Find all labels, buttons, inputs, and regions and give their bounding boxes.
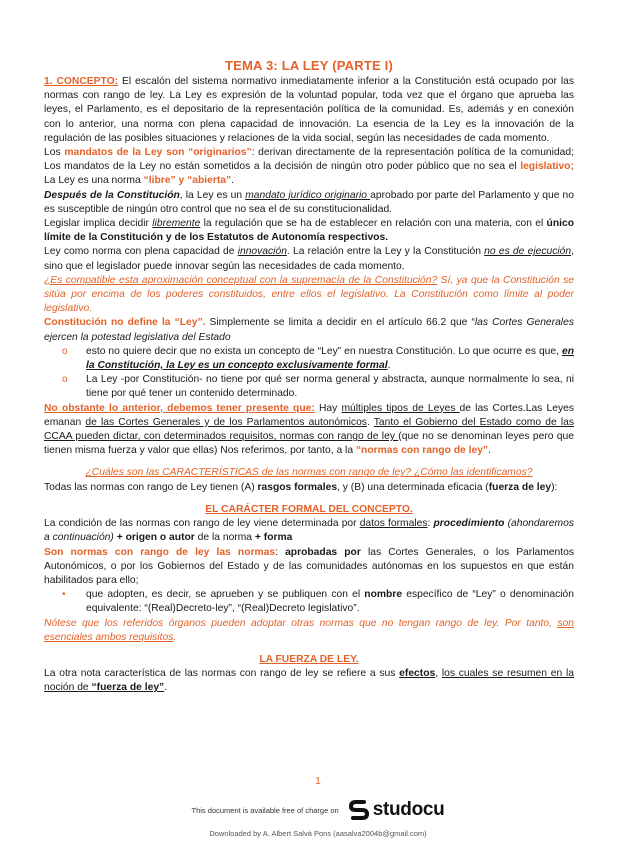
paragraph-concepto: 1. CONCEPTO: El escalón del sistema normativo inmediatamente inferior a la Constitución está ocupado por las normas con rango de ley. La Ley es expresión de la voluntad popular, toda vez que el órgano que aprueba las leyes, el Parlamento, es el depositario de la representación política de la comunidad. Es, además y en conexión con lo anterior, una norma con plena capacidad de innovación. La esencia de la Ley es la innovación de la regulación de las posibles situaciones y relaciones de la vida social, según las necesidades de cada momento. [44, 76, 574, 144]
circle-bullet-icon: o [62, 345, 68, 357]
studocu-brand: studocu [372, 799, 445, 820]
document-body [44, 58, 574, 696]
circle-bullet-icon: o [62, 374, 68, 386]
paragraph-legislar: Legislar implica decidir libremente la regulación que se ha de establecer en relación con una materia, con el único límite de la Constitución y de los Estatutos de Autonomía respectivos. [44, 218, 574, 244]
dot-bullet-icon: • [62, 589, 66, 601]
heading-fuerza-ley: LA FUERZA DE LEY. [259, 653, 359, 665]
studocu-logo-icon [349, 799, 369, 821]
heading-caracter-formal: EL CARÁCTER FORMAL DEL CONCEPTO. [205, 503, 413, 515]
paragraph-despues-constitucion: Después de la Constitución, la Ley es un mandato jurídico originario aprobado por parte del Parlamento y que no es susceptible de ningún otro control que no sea el de su constitucionalidad. [44, 189, 575, 215]
studocu-logo[interactable] [349, 799, 445, 821]
list-item: o La Ley -por Constitución- no tiene por qué ser norma general y abstracta, aunque normalmente lo sea, ni tiene por qué tener un contenido determinado. [62, 374, 574, 400]
question-heading: ¿Cuáles son las CARACTERÍSTICAS de las normas con rango de ley? ¿Cómo las identificamos? [85, 467, 533, 479]
paragraph-son-normas: Son normas con rango de ley las normas: aprobadas por las Cortes Generales, o los Parlamentos Autonómicos, o por los Gobiernos del Estado y de las comunidades autónomas en los supuestos en que están habilitados para ello; [44, 546, 574, 586]
bullet-list-1 [44, 345, 574, 402]
paragraph-fuerza: La otra nota característica de las normas con rango de ley se refiere a sus efectos, los cuales se resumen en la noción de “fuerza de ley”. [44, 668, 574, 694]
paragraph-notese: Nótese que los referidos órganos pueden adoptar otras normas que no tengan rango de ley. Por tanto, son esenciales ambos requisitos. [44, 617, 574, 643]
paragraph-todas-normas: Todas las normas con rango de Ley tienen (A) rasgos formales, y (B) una determinada eficacia (fuerza de ley): [44, 481, 558, 493]
availability-text: This document is available free of charge on [191, 805, 339, 815]
paragraph-no-obstante: No obstante lo anterior, debemos tener presente que: Hay múltiples tipos de Leyes de las Cortes.Las Leyes emanan de las Cortes Generales y de los Parlamentos autonómicos. Tanto el Gobierno del Estado como de las CCAA pueden dictar, con determinados requisitos, normas con rango de ley (que no se denominan leyes pero que tienen misma fuerza y valor que ellas) Nos referimos, por tanto, a la “normas con rango de ley”. [44, 402, 574, 457]
list-item: o esto no quiere decir que no exista un concepto de “Ley” en nuestra Constitución. Lo que ocurre es que, en la Constitución, la Ley es un concepto exclusivamente formal. [62, 345, 574, 372]
paragraph-supremacia: ¿Es compatible esta aproximación conceptual con la supremacía de la Constitución? Sí, ya que la Constitución se sitúa por encima de los poderes constituidos, entre ellos el legislativo. La Constitución como límite al poder legislativo. [44, 274, 574, 315]
paragraph-innovacion: Ley como norma con plena capacidad de innovación. La relación entre la Ley y la Constitución no es de ejecución, sino que el legislador puede innovar según las necesidades de cada momento. [44, 246, 574, 272]
page-number: 1 [315, 776, 321, 787]
footer-banner [0, 799, 636, 821]
paragraph-no-define: Constitución no define la “Ley”. Simplemente se limita a decidir en el artículo 66.2 que “las Cortes Generales ejercen la potestad legislativa del Estado [44, 317, 574, 343]
list-item: • que adopten, es decir, se aprueben y se publiquen con el nombre específico de “Ley” o denominación equivalente: “(Real)Decreto-ley”, “(Real)Decreto legislativo”. [62, 589, 574, 615]
page-title: TEMA 3: LA LEY (PARTE I) [224, 58, 394, 73]
paragraph-mandatos: Los mandatos de la Ley son “originarios”: derivan directamente de la representación política de la comunidad; Los mandatos de la Ley no están sometidos a la decisión de ningún otro poder público que no sea el legislativo; La Ley es una norma “libre” y “abierta”. [44, 147, 574, 187]
section-label-concepto: 1. CONCEPTO: [44, 76, 119, 87]
paragraph-condicion: La condición de las normas con rango de ley viene determinada por datos formales: procedimiento (ahondaremos a continuación) + origen o autor de la norma + forma [44, 518, 574, 544]
bullet-list-2 [44, 588, 574, 616]
download-info: Downloaded by A. Albert Salvà Pons (aasalva2004b@gmail.com) [209, 829, 427, 838]
